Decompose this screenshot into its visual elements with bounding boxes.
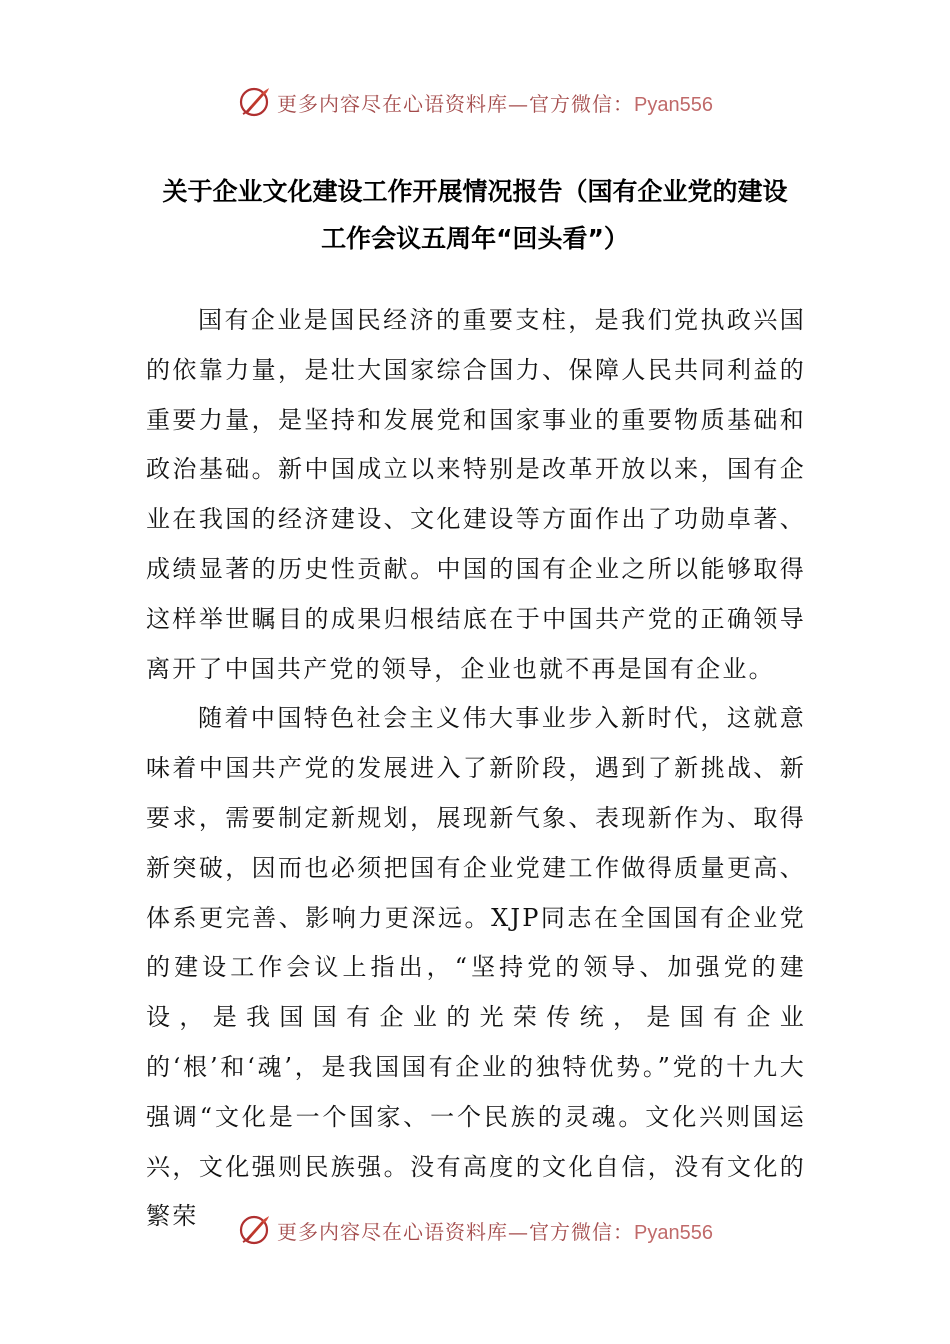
body-paragraph-1: 国有企业是国民经济的重要支柱，是我们党执政兴国的依靠力量，是壮大国家综合国力、保障人民共同利益的重要力量，是坚持和发展党和国家事业的重要物质基础和政治基础。新中国成立以来特别是改革开放以来，国有企业在我国的经济建设、文化建设等方面作出了功勋卓著、成绩显著的历史性贡献。中国的国有企业之所以能够取得这样举世瞩目的成果归根结底在于中国共产党的正确领导离开了中国共产党的领导，企业也就不再是国有企业。: [146, 306, 806, 683]
banner-official-label: 官方微信：: [529, 1219, 635, 1244]
header-banner: [0, 82, 950, 122]
document-title: [120, 168, 830, 262]
quill-pen-logo-icon: [237, 1213, 271, 1247]
footer-banner: [0, 1210, 950, 1250]
document-body: [146, 296, 806, 1242]
banner-official-label: 官方微信：: [529, 91, 635, 116]
banner-separator: —: [508, 1219, 530, 1244]
title-line-1: 关于企业文化建设工作开展情况报告（国有企业党的建设: [162, 177, 788, 206]
banner-text: [277, 88, 713, 117]
banner-separator: —: [508, 91, 530, 116]
title-line-2: 工作会议五周年“回头看”）: [321, 224, 629, 253]
banner-text: [277, 1216, 713, 1245]
banner-main-text: 更多内容尽在心语资料库: [277, 1219, 509, 1244]
banner-main-text: 更多内容尽在心语资料库: [277, 91, 509, 116]
body-paragraph-2: 随着中国特色社会主义伟大事业步入新时代，这就意味着中国共产党的发展进入了新阶段，遇到了新挑战、新要求，需要制定新规划，展现新气象、表现新作为、取得新突破，因而也必须把国有企业党建工作做得质量更高、体系更完善、影响力更深远。XJP同志在全国国有企业党的建设工作会议上指出，“坚持党的领导、加强党的建设，是我国国有企业的光荣传统，是国有企业的‘根’和‘魂’，是我国国有企业的独特优势。”党的十九大强调“文化是一个国家、一个民族的灵魂。文化兴则国运兴，文化强则民族强。没有高度的文化自信，没有文化的繁荣: [146, 704, 806, 1231]
banner-wechat-handle: Pyan556: [634, 93, 713, 116]
banner-wechat-handle: Pyan556: [634, 1221, 713, 1244]
quill-pen-logo-icon: [237, 85, 271, 119]
